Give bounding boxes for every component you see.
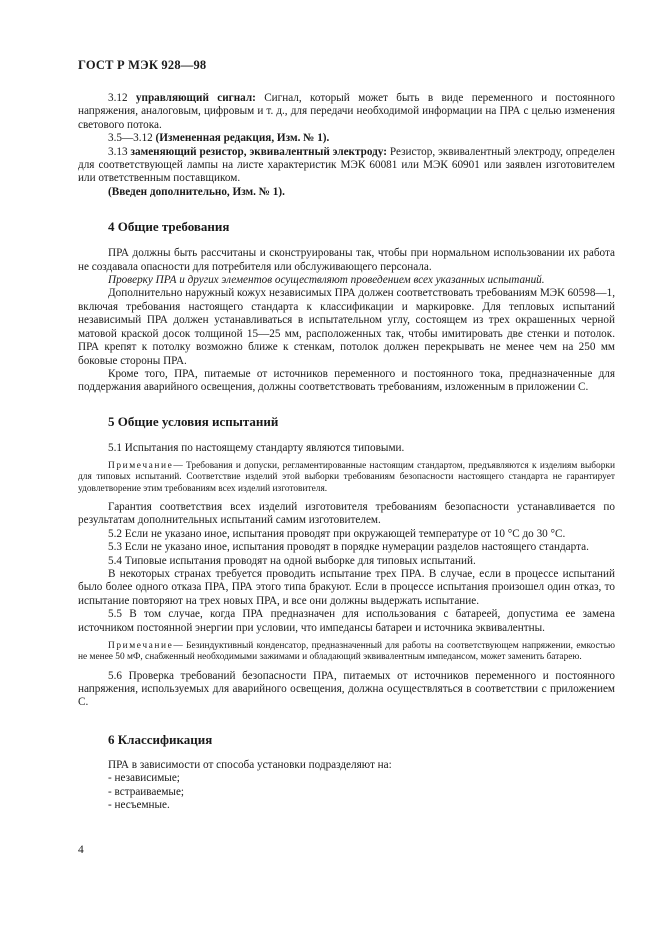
clause-range: 3.5—3.12 <box>108 132 153 145</box>
section-5-heading: 5 Общие условия испытаний <box>108 413 279 429</box>
note-text: — Безиндуктивный конденсатор, предназначенный для работы на соответствующем напряжении, емкостью не менее 50 мФ, снабженный необходимыми зажимами и обладающий эквивалентным импедансом, может заменить батарею. <box>78 641 615 663</box>
note-label: Примечание <box>108 461 174 472</box>
term: управляющий сигнал: <box>135 92 256 104</box>
definition: Сигнал, который может быть в виде переменного и постоянного напряжения, аналоговым, цифровым и т. д., для передачи необходимой информации на ПРА с целью изменения светового потока. <box>78 92 615 131</box>
paragraph-5-3: 5.3 Если не указано иное, испытания проводят в порядке нумерации разделов настоящего стандарта. <box>108 541 589 554</box>
list-item: - встраиваемые; <box>108 786 615 799</box>
clause-number: 3.12 <box>108 92 128 104</box>
paragraph-5-5: 5.5 В том случае, когда ПРА предназначен для использования с батареей, допустима ее замена источником постоянной энергии при условии, что импедансы батареи и источника эквивалентны. <box>78 608 615 634</box>
paragraph-5-4: 5.4 Типовые испытания проводят на одной выборке для типовых испытаний. <box>108 554 476 567</box>
paragraph: Гарантия соответствия всех изделий изготовителя требованиям безопасности устанавливается по результатам дополнительных испытаний самим изготовителем. <box>78 501 615 527</box>
clause-number: 3.13 <box>108 145 128 158</box>
paragraph: ПРА должны быть рассчитаны и сконструированы так, чтобы при нормальном использовании их работа не создавала опасности для потребителя или обслуживающего персонала. <box>78 247 615 273</box>
definition: Резистор, эквивалентный электроду, определен для соответствующей лампы на листе характеристик МЭК 60081 или МЭК 60901 или заявлен изготовителем или ответственным поставщиком. <box>78 145 616 185</box>
page-content <box>78 92 615 813</box>
term: заменяющий резистор, эквивалентный электроду: <box>130 145 387 158</box>
paragraph: Дополнительно наружный кожух независимых ПРА должен соответствовать требованиям МЭК 60598—1, включая требования настоящего стандарта к классификации и маркировке. Для тепловых испытаний независимый ПРА должен устанавливаться в испытательном углу, состоящем из трех окрашенных черной матовой краской досок толщиной 15—25 мм, расположенных так, чтобы имитировать две стенки и потолок. ПРА крепят к потолку возможно ближе к стенкам, потолок должен перекрывать не менее чем на 250 мм боковые стороны ПРА. <box>78 287 615 367</box>
paragraph-italic: Проверку ПРА и других элементов осуществляют проведением всех указанных испытаний. <box>108 274 545 287</box>
amendment-note: (Измененная редакция, Изм. № 1). <box>155 132 330 145</box>
paragraph-3-5-note <box>78 132 615 145</box>
paragraph-5-6: 5.6 Проверка требований безопасности ПРА, питаемых от источников переменного и постоянного напряжения, используемых для аварийного освещения, должна осуществляться в соответствии с приложением С. <box>78 669 615 709</box>
section-4-heading: 4 Общие требования <box>108 219 230 235</box>
page-number: 4 <box>78 844 84 856</box>
note-text: — Требования и допуски, регламентированные настоящим стандартом, предъявляются к изделиям выборки для типовых испытаний. Соответствие изделий этой выборки требованиям безопасности настоящего стандарта не гарантирует удовлетворение этим требованиям всех изделий изготовителя. <box>78 461 615 494</box>
page-header: ГОСТ Р МЭК 928—98 <box>78 58 207 72</box>
paragraph: Кроме того, ПРА, питаемые от источников переменного и постоянного тока, предназначенные для поддержания аварийного освещения, должны соответствовать требованиям, изложенным в приложении С. <box>78 367 615 394</box>
paragraph-5-2: 5.2 Если не указано иное, испытания проводят при окружающей температуре от 10 °С до 30 °С. <box>108 527 566 540</box>
note <box>78 461 615 495</box>
added-note: (Введен дополнительно, Изм. № 1). <box>108 185 285 198</box>
list-item: - независимые; <box>108 772 615 785</box>
paragraph: ПРА в зависимости от способа установки подразделяют на: <box>108 758 392 771</box>
list-item: - несъемные. <box>108 799 615 812</box>
note-label: Примечание <box>108 641 174 652</box>
section-6-heading: 6 Классификация <box>108 731 213 747</box>
note <box>78 641 615 664</box>
paragraph: В некоторых странах требуется проводить испытание трех ПРА. В случае, если в процессе испытаний было более одного отказа ПРА, ПРА этого типа бракуют. Если в процессе испытания произошел один отказ, то испытание повторяют на трех новых ПРА, и все они должны выдержать испытание. <box>78 568 615 607</box>
paragraph-3-13 <box>78 146 615 186</box>
paragraph-3-12 <box>78 92 615 132</box>
classification-list <box>78 772 615 812</box>
paragraph-5-1: 5.1 Испытания по настоящему стандарту являются типовыми. <box>108 441 405 454</box>
